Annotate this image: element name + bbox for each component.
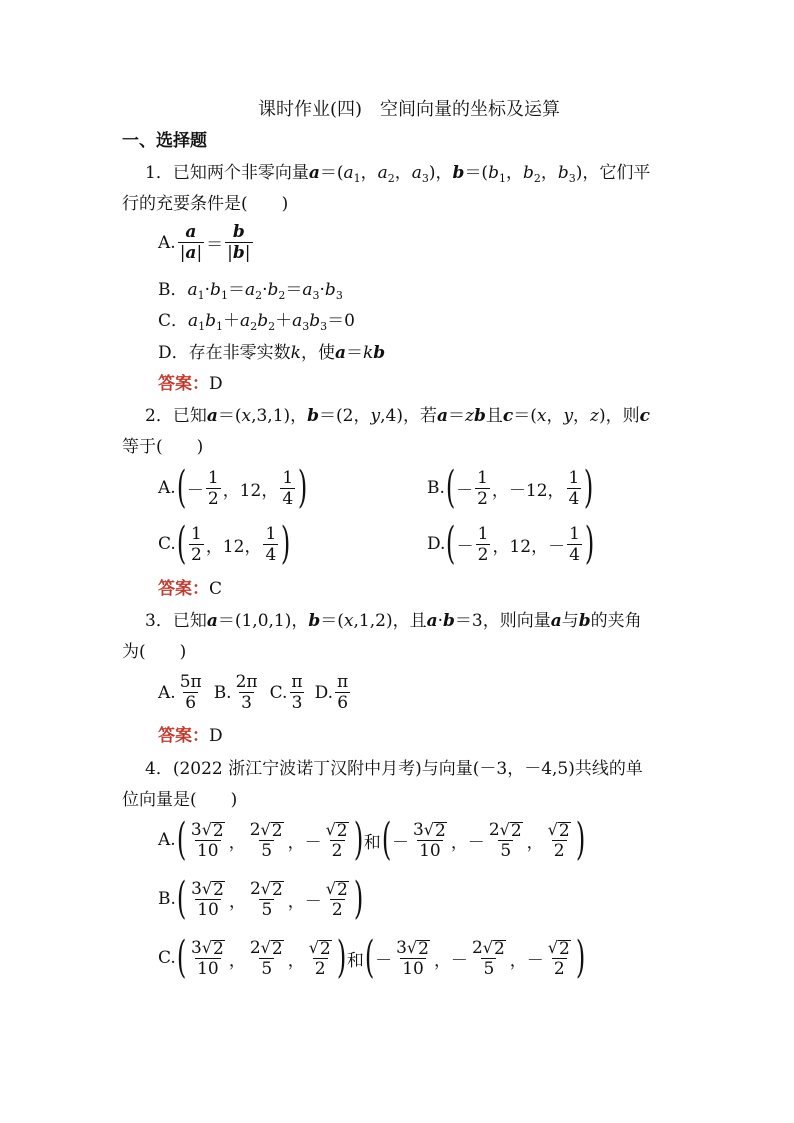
q4-option-a: A. ( 3 √ 2 10 ， 2 √ 2 5 ，－ √ 2 2 ) 和 ( － 3 √ 2 10 ，－ 2 √ 2 5 ， √ 2 2 ) <box>158 814 586 865</box>
q2-option-a: A. ( － $\frac{1}{2}$ ，12， $\frac{1}{4}$ ) <box>158 462 308 513</box>
q2-option-c: C. ( $\frac{1}{2}$ ，12， $\frac{1}{4}$ ) <box>158 518 291 569</box>
question-4-line-1: 4．(2022 浙江宁波诺丁汉附中月考)与向量(－3，－4,5)共线的单 <box>145 759 643 779</box>
question-4-line-2: 位向量是( ) <box>122 790 238 810</box>
question-1-text: 已知两个非零向量 <box>172 163 309 183</box>
q1-answer: 答案：D <box>158 374 223 394</box>
q1-option-d: D．存在非零实数k，使a＝kb <box>158 343 386 363</box>
q2-option-b: B. ( － $\frac{1}{2}$ ，－12， $\frac{1}{4}$ ) <box>427 462 594 513</box>
q1-option-a: A. $\frac{a}{|a|}$ ＝ $\frac{b}{|b|}$ <box>158 222 251 263</box>
question-3-line-2: 为( ) <box>122 642 187 662</box>
q3-answer: 答案：D <box>158 726 223 746</box>
section-heading: 一、选择题 <box>122 131 207 151</box>
q4-option-c: C. ( 3 √ 2 10 ， 2 √ 2 5 ， √ 2 2 ) 和 ( － 3 √ 2 10 ，－ 2 √ 2 5 ，－ √ 2 2 ) <box>158 932 586 983</box>
q4-option-b: B. ( 3 √ 2 10 ， 2 √ 2 5 ，－ √ 2 2 ) <box>158 873 364 924</box>
q1-option-b: B．$a_1\cdot b_1=a_2\cdot b_2=a_3\cdot b_3$ <box>158 280 343 302</box>
question-2-line-1: 2．已知a＝(x,3,1)，b＝(2，y,4)，若a＝zb且c＝(x，y，z)，则c <box>145 406 651 426</box>
q1-option-c: C．$a_1b_1+a_2b_2+a_3b_3=0$ <box>158 311 355 333</box>
question-1-line-2: 行的充要条件是( ) <box>122 194 289 214</box>
q2-option-d: D. ( － $\frac{1}{2}$ ，12，－ $\frac{1}{4}$ ) <box>427 518 595 569</box>
page-title: 课时作业(四) 空间向量的坐标及运算 <box>258 99 561 120</box>
q3-options: A. $\frac{5\pi}{6}$ B. $\frac{2\pi}{3}$ C. $\frac{\pi}{3}$ D. $\frac{\pi}{6}$ <box>158 672 349 713</box>
question-2-line-2: 等于( ) <box>122 437 204 457</box>
q2-answer: 答案：C <box>158 579 223 599</box>
question-3-line-1: 3．已知a＝(1,0,1)，b＝(x,1,2)，且a·b＝3，则向量a与b的夹角 <box>145 611 642 631</box>
question-1-number: 1． <box>145 163 173 183</box>
question-1-line-1: 1．已知两个非零向量$a=(a_1$，$a_2$，$a_3$)，$b=(b_1$，$b_2$，$b_3$)，它们平 <box>145 163 651 185</box>
